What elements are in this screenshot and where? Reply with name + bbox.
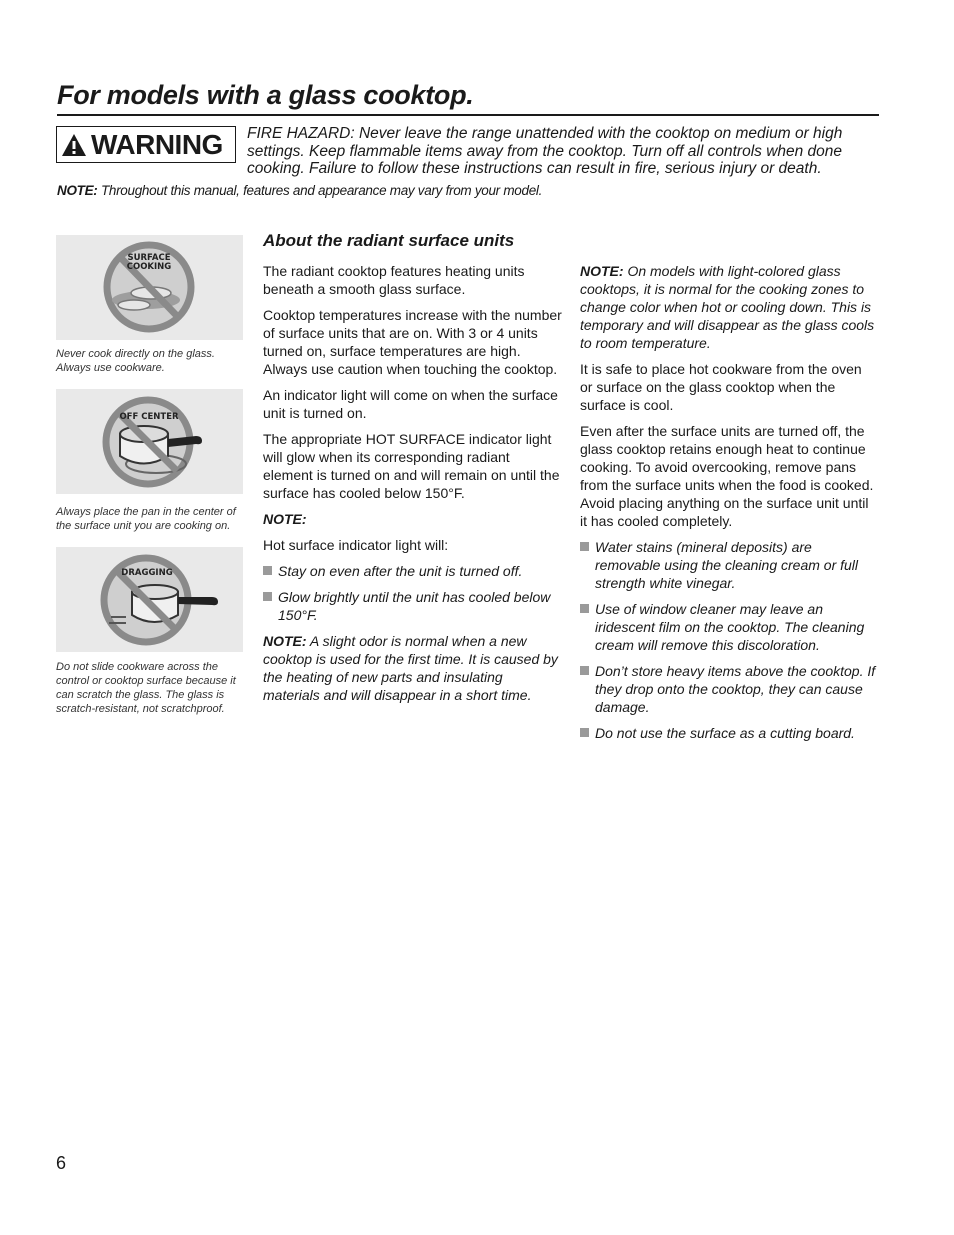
paragraph: Hot surface indicator light will: xyxy=(263,537,449,553)
bullet-square-icon xyxy=(263,566,272,575)
note-label: NOTE: xyxy=(57,183,98,198)
no-surface-cooking-icon xyxy=(56,235,243,340)
list-item-text: Use of window cleaner may leave an iridescent film on the cooktop. The cleaning cream will remove this discoloration. xyxy=(595,601,865,653)
list-item xyxy=(263,588,563,624)
list-item xyxy=(580,600,878,654)
bullet-square-icon xyxy=(580,542,589,551)
paragraph: An indicator light will come on when the surface unit is turned on. xyxy=(263,387,558,421)
figure-off-center xyxy=(56,389,243,494)
bullet-square-icon xyxy=(580,604,589,613)
note-label: NOTE: xyxy=(580,263,624,279)
right-column xyxy=(580,262,878,750)
figure-label: DRAGGING xyxy=(121,568,173,578)
bullet-square-icon xyxy=(580,666,589,675)
note-label: NOTE: xyxy=(263,633,307,649)
figure-dragging xyxy=(56,547,243,652)
figure-caption: Never cook directly on the glass. Always use cookware. xyxy=(56,348,215,374)
paragraph: It is safe to place hot cookware from the oven or surface on the glass cooktop when the surface is cool. xyxy=(580,361,862,413)
paragraph: The radiant cooktop features heating units beneath a smooth glass surface. xyxy=(263,263,525,297)
title-divider xyxy=(57,114,879,116)
page-number: 6 xyxy=(56,1153,67,1173)
color-change-note xyxy=(580,262,878,352)
list-item-text: Water stains (mineral deposits) are removable using the cleaning cream or full strength white vinegar. xyxy=(595,539,859,591)
list-item-text: Don’t store heavy items above the cooktop. If they drop onto the cooktop, they can cause damage. xyxy=(595,663,876,715)
list-item-text: Stay on even after the unit is turned off. xyxy=(278,563,523,579)
warning-badge xyxy=(56,126,236,163)
list-item xyxy=(580,662,878,716)
figure-surface-cooking xyxy=(56,235,243,340)
note-label: NOTE: xyxy=(263,511,307,527)
paragraph: The appropriate HOT SURFACE indicator light will glow when its corresponding radiant element is turned on and will remain on until the surface has cooled below 150°F. xyxy=(263,431,560,501)
list-item-text: Glow brightly until the unit has cooled below 150°F. xyxy=(278,589,551,623)
odor-note xyxy=(263,632,563,704)
figure-caption: Always place the pan in the center of the surface unit you are cooking on. xyxy=(56,506,236,532)
warning-text: FIRE HAZARD: Never leave the range unattended with the cooktop on medium or high settings. Keep flammable items away from the cooktop. Turn off all controls when done cooking. Failure to follow these instructions can result in fire, serious injury or death. xyxy=(247,125,843,177)
list-item xyxy=(263,562,563,580)
note-text: Throughout this manual, features and appearance may vary from your model. xyxy=(97,183,543,198)
bullet-square-icon xyxy=(580,728,589,737)
figure-label: OFF CENTER xyxy=(119,412,179,422)
note-text: A slight odor is normal when a new cooktop is used for the first time. It is caused by the heating of new parts and insulating materials and will disappear in a short time. xyxy=(263,633,558,703)
note-text: On models with light-colored glass cooktops, it is normal for the cooking zones to change color when hot or cooling down. This is temporary and will disappear as the glass cools to room temperature. xyxy=(580,263,875,351)
section-heading: About the radiant surface units xyxy=(263,231,515,250)
figure-caption: Do not slide cookware across the control or cooktop surface because it can scratch the glass. The glass is scratch-resistant, not scratchproof. xyxy=(56,661,236,715)
list-item-text: Do not use the surface as a cutting board. xyxy=(595,725,855,741)
no-off-center-pan-icon xyxy=(56,389,243,494)
warning-triangle-icon xyxy=(61,133,87,157)
page-title: For models with a glass cooktop. xyxy=(57,80,474,110)
middle-column xyxy=(263,262,563,712)
model-note xyxy=(57,183,877,198)
no-dragging-icon xyxy=(56,547,243,652)
warning-label: WARNING xyxy=(91,128,223,160)
figure-label: SURFACE xyxy=(127,253,171,263)
list-item xyxy=(580,724,878,742)
paragraph: Cooktop temperatures increase with the number of surface units that are on. With 3 or 4 units turned on, surface temperatures are high. Always use caution when touching the cooktop. xyxy=(263,307,562,377)
list-item xyxy=(580,538,878,592)
bullet-square-icon xyxy=(263,592,272,601)
figure-label: COOKING xyxy=(126,262,172,272)
paragraph: Even after the surface units are turned off, the glass cooktop retains enough heat to continue cooking. To avoid overcooking, remove pans from the surface units when the food is cooked. Avoid placing anything on the surface unit until it has cooled completely. xyxy=(580,423,874,529)
